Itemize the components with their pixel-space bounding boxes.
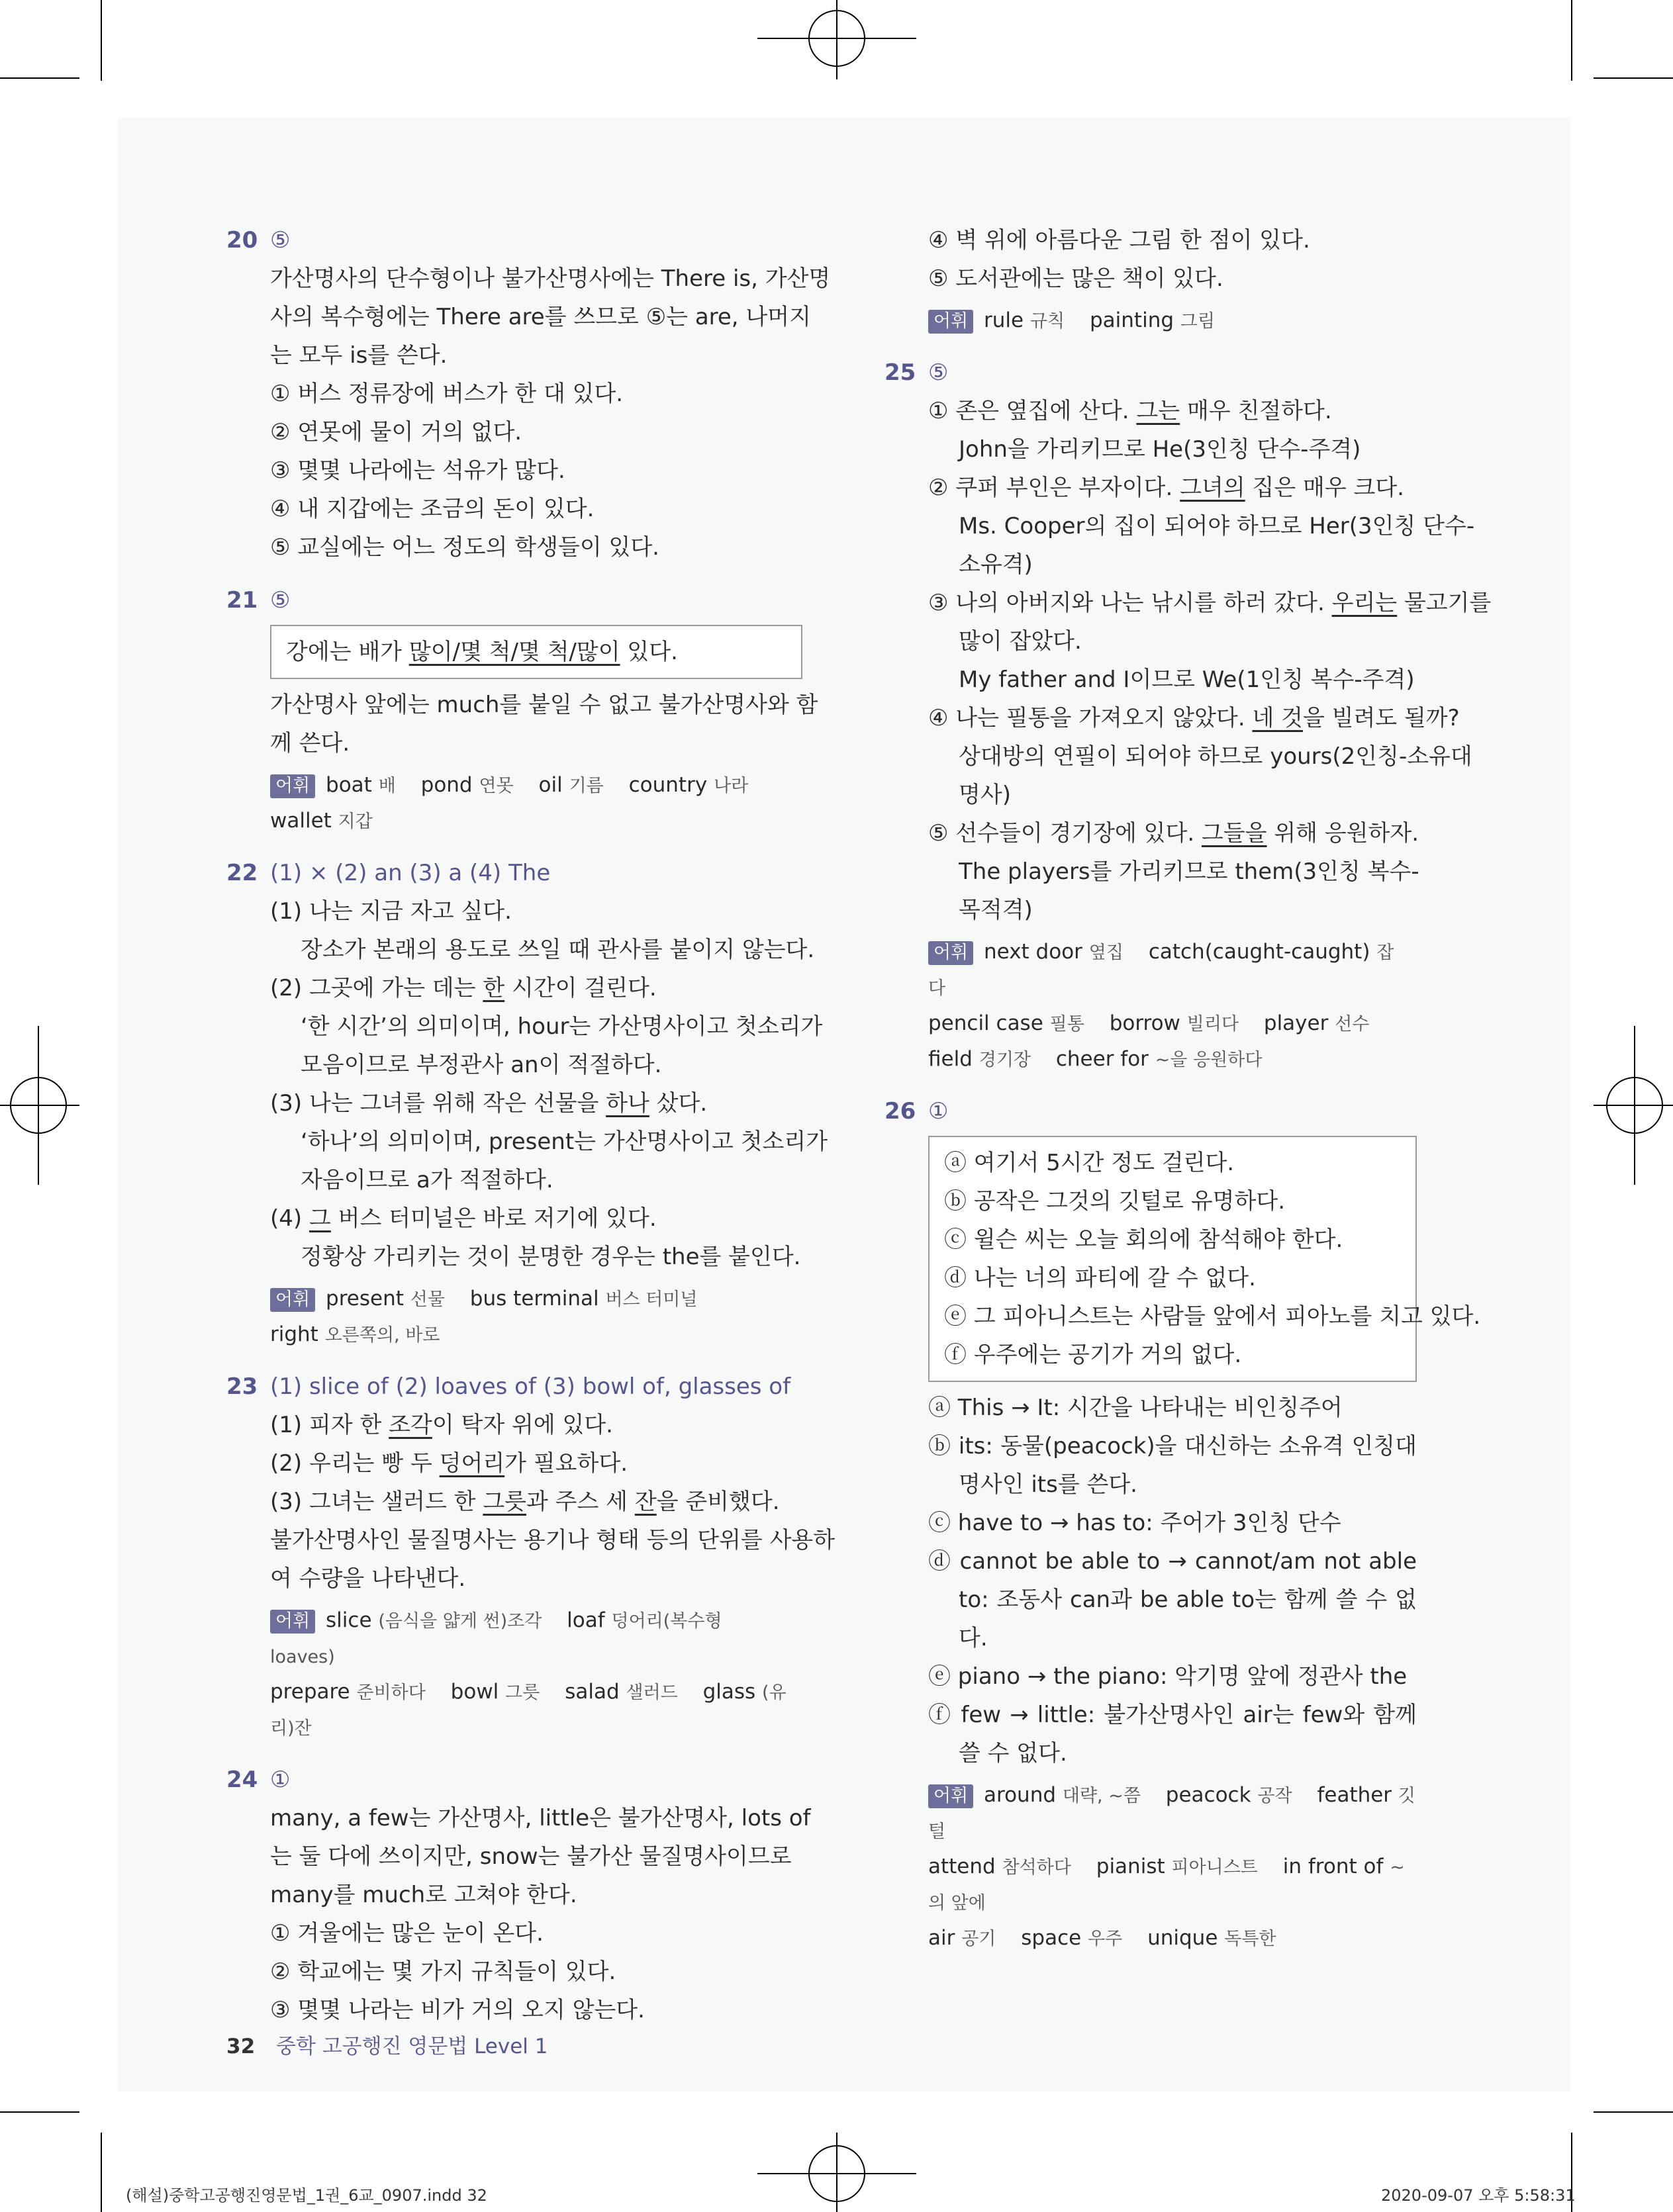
explanation-line: The players를 가리키므로 them(3인칭 복수-: [959, 858, 1419, 885]
translation-item: ③ 나의 아버지와 나는 낚시를 하러 갔다. 우리는 물고기를: [928, 590, 1492, 616]
vocab-meaning: 연못: [479, 776, 514, 796]
vocab-meaning: 경기장: [979, 1050, 1031, 1070]
translation-item: (4) 그 버스 터미널은 바로 저기에 있다.: [270, 1205, 657, 1232]
vocab-tag: 어휘: [270, 1610, 315, 1634]
translation-item: ⑤ 교실에는 어느 정도의 학생들이 있다.: [270, 534, 659, 561]
registration-mark-bottom: [757, 2133, 916, 2212]
explanation-line: 명사): [959, 782, 1011, 808]
vocab-meaning: 배: [378, 776, 396, 796]
vocab-tag: 어휘: [270, 774, 315, 798]
box-sentence: ⓓ 나는 너의 파티에 갈 수 없다.: [944, 1265, 1256, 1291]
explanation-line: 상대방의 연필이 되어야 하므로 yours(2인칭-소유대: [959, 743, 1472, 770]
crop-mark: [0, 77, 79, 79]
vocab-word: right: [270, 1322, 318, 1346]
vocab-word: pencil case: [928, 1011, 1043, 1035]
vocab-meaning: 공기: [961, 1929, 996, 1949]
translation-item: ③ 몇몇 나라에는 석유가 많다.: [270, 457, 565, 484]
explanation-line: 가산명사 앞에는 much를 붙일 수 없고 불가산명사와 함: [270, 692, 818, 718]
vocab-word: space: [1021, 1926, 1082, 1950]
vocab-meaning: 오른쪽의, 바로: [324, 1325, 440, 1346]
page-footer: [226, 2029, 548, 2059]
vocab-meaning: 샐러드: [626, 1682, 678, 1703]
box-sentence: ⓔ 그 피아니스트는 사람들 앞에서 피아노를 치고 있다.: [944, 1303, 1481, 1330]
vocabulary-list: [270, 1603, 802, 1746]
vocab-word: country: [628, 773, 708, 797]
slug-filename: (해설)중학고공행진영문법_1권_6교_0907.indd 32: [126, 2186, 487, 2205]
vocab-word: peacock: [1165, 1783, 1251, 1807]
translation-item: ④ 나는 필통을 가져오지 않았다. 네 것을 빌려도 될까?: [928, 705, 1460, 731]
registration-mark-right: [1594, 1026, 1673, 1185]
vocab-word: painting: [1090, 308, 1174, 332]
box-sentence: ⓐ 여기서 5시간 정도 걸린다.: [944, 1150, 1235, 1176]
vocab-word: cheer for: [1055, 1047, 1149, 1071]
sentence-box: [928, 1136, 1481, 1382]
vocab-meaning: 빌리다: [1186, 1014, 1239, 1035]
vocab-meaning: 독특한: [1224, 1929, 1276, 1949]
translation-item: ① 존은 옆집에 산다. 그는 매우 친절하다.: [928, 398, 1332, 424]
vocab-meaning: 우주: [1088, 1929, 1123, 1949]
vocab-meaning: 덩어리(복수형 loaves): [270, 1611, 722, 1667]
vocab-meaning: 옆집: [1088, 943, 1123, 963]
explanation-line: 여 수량을 나타낸다.: [270, 1565, 466, 1592]
explanation-line: 가산명사의 단수형이나 불가산명사에는 There is, 가산명: [270, 265, 831, 292]
crop-mark: [101, 2133, 102, 2212]
vocab-meaning: 준비하다: [356, 1682, 426, 1703]
vocab-meaning: 지갑: [338, 811, 373, 832]
question-26: [884, 1092, 1481, 1957]
box-sentence: ⓒ 윌슨 씨는 오늘 회의에 참석해야 한다.: [944, 1226, 1343, 1253]
registration-mark-top: [757, 0, 916, 79]
explanation-line: 모음이므로 부정관사 an이 적절하다.: [301, 1052, 662, 1078]
vocab-meaning: ~의 앞에: [928, 1857, 1405, 1913]
box-sentence: ⓑ 공작은 그것의 깃털로 유명하다.: [944, 1188, 1286, 1215]
answer: ①: [270, 1767, 291, 1793]
vocab-word: air: [928, 1926, 955, 1950]
vocab-word: pond: [420, 773, 473, 797]
translation-item: ② 학교에는 몇 가지 규칙들이 있다.: [270, 1959, 616, 1985]
explanation-line: My father and I이므로 We(1인칭 복수-주격): [959, 667, 1415, 693]
question-22: [226, 854, 828, 1353]
correction-item: ⓕ few → little: 불가산명사인 air는 few와 함께 쓸 수 없다.: [928, 1702, 1417, 1767]
vocab-word: wallet: [270, 809, 332, 833]
vocab-meaning: 규칙: [1029, 311, 1065, 332]
vocab-meaning: 피아니스트: [1171, 1857, 1258, 1878]
question-number: 25: [884, 359, 916, 386]
vocab-meaning: 공작: [1257, 1786, 1292, 1806]
question-number: 26: [884, 1098, 916, 1125]
explanation-line: John을 가리키므로 He(3인칭 단수-주격): [959, 436, 1361, 463]
vocab-meaning: 선물: [410, 1289, 445, 1310]
vocab-meaning: 선수: [1335, 1014, 1370, 1035]
vocab-meaning: 버스 터미널: [605, 1289, 698, 1310]
question-21: [226, 581, 818, 839]
question-number: 22: [226, 860, 258, 886]
vocab-word: bus terminal: [469, 1287, 599, 1311]
vocab-meaning: 필통: [1049, 1014, 1084, 1035]
vocabulary-list: [270, 1281, 802, 1353]
translation-item: ④ 벽 위에 아름다운 그림 한 점이 있다.: [928, 227, 1310, 253]
vocab-meaning: 대략, ~쯤: [1062, 1786, 1141, 1806]
explanation-line: 소유격): [959, 551, 1033, 578]
slug-timestamp: 2020-09-07 오후 5:58:31: [1381, 2186, 1576, 2205]
left-column: [226, 221, 836, 2029]
explanation-line: 사의 복수형에는 There are를 쓰므로 ⑤는 are, 나머지: [270, 304, 811, 330]
crop-mark: [1594, 77, 1673, 79]
answer: ⑤: [270, 587, 291, 614]
explanation-line: 께 쓴다.: [270, 730, 350, 757]
correction-item: ⓑ its: 동물(peacock)을 대신하는 소유격 인칭대명사인 its를 쓴다.: [928, 1433, 1417, 1498]
vocab-word: salad: [565, 1680, 620, 1704]
vocab-meaning: 나라: [714, 776, 749, 796]
vocab-word: feather: [1317, 1783, 1392, 1807]
question-24-continued: [884, 221, 1417, 339]
correction-item: ⓔ piano → the piano: 악기명 앞에 정관사 the: [928, 1663, 1408, 1690]
vocab-meaning: 깃털: [928, 1786, 1416, 1842]
vocab-meaning: 잡다: [928, 943, 1394, 999]
translation-item: ③ 몇몇 나라는 비가 거의 오지 않는다.: [270, 1997, 645, 2023]
vocab-meaning: 그림: [1180, 311, 1216, 332]
translation-item: (3) 그녀는 샐러드 한 그릇과 주스 세 잔을 준비했다.: [270, 1489, 780, 1515]
vocab-tag: 어휘: [928, 1784, 973, 1808]
translation-item: (1) 피자 한 조각이 탁자 위에 있다.: [270, 1412, 613, 1438]
sentence-box: [270, 625, 802, 679]
vocab-word: borrow: [1109, 1011, 1180, 1035]
explanation-line: 목적격): [959, 897, 1033, 923]
correction-item: ⓓ cannot be able to → cannot/am not able to: 조동사 can과 be able to는 함께 쓸 수 없다.: [928, 1548, 1417, 1651]
answer: ⑤: [928, 359, 949, 386]
vocab-meaning: 그릇: [505, 1682, 540, 1703]
question-23: [226, 1367, 836, 1746]
translation-item: ① 겨울에는 많은 눈이 온다.: [270, 1920, 544, 1947]
vocab-tag: 어휘: [928, 310, 973, 334]
vocab-meaning: (음식을 얇게 썬)조각: [378, 1611, 542, 1632]
correction-item: ⓒ have to → has to: 주어가 3인칭 단수: [928, 1510, 1341, 1536]
translation-item: ① 버스 정류장에 버스가 한 대 있다.: [270, 381, 624, 407]
explanation-line: ‘한 시간’의 의미이며, hour는 가산명사이고 첫소리가: [301, 1013, 823, 1040]
question-20: [226, 221, 831, 567]
vocab-word: loaf: [567, 1608, 605, 1632]
translation-item: ② 쿠퍼 부인은 부자이다. 그녀의 집은 매우 크다.: [928, 475, 1404, 501]
vocab-word: in front of: [1282, 1855, 1384, 1878]
answer: ⑤: [270, 227, 291, 253]
vocab-word: rule: [984, 308, 1024, 332]
answer: ①: [928, 1098, 949, 1125]
explanation-line: many를 much로 고쳐야 한다.: [270, 1882, 577, 1908]
translation-item: (2) 우리는 빵 두 덩어리가 필요하다.: [270, 1450, 628, 1477]
page-number: 32: [226, 2035, 256, 2058]
vocab-tag: 어휘: [270, 1288, 315, 1312]
vocab-tag: 어휘: [928, 941, 973, 965]
vocab-word: catch(caught-caught): [1148, 940, 1370, 964]
vocab-word: boat: [326, 773, 372, 797]
underlined-text: 많이/몇 척/몇 척/많이: [408, 639, 620, 665]
translation-item: (1) 나는 지금 자고 싶다.: [270, 898, 512, 925]
vocab-word: bowl: [450, 1680, 499, 1704]
crop-mark: [1594, 2111, 1673, 2113]
question-number: 21: [226, 587, 258, 614]
vocab-word: oil: [538, 773, 563, 797]
explanation-line: Ms. Cooper의 집이 되어야 하므로 Her(3인칭 단수-: [959, 513, 1475, 539]
question-number: 23: [226, 1373, 258, 1400]
crop-mark: [0, 2111, 79, 2113]
vocab-word: next door: [984, 940, 1082, 964]
translation-item: (3) 나는 그녀를 위해 작은 선물을 하나 샀다.: [270, 1090, 708, 1117]
vocab-meaning: 기름: [569, 776, 604, 796]
question-number: 20: [226, 227, 258, 253]
question-number: 24: [226, 1767, 258, 1793]
question-25: [884, 353, 1492, 1078]
registration-mark-left: [0, 1026, 79, 1185]
translation-item: ⑤ 도서관에는 많은 책이 있다.: [928, 265, 1223, 292]
question-24: [226, 1761, 811, 2029]
crop-mark: [101, 0, 102, 81]
vocab-meaning: ~을 응원하다: [1155, 1050, 1263, 1070]
box-text: 있다.: [620, 639, 678, 665]
vocabulary-list: [270, 768, 802, 839]
translation-item: ② 연못에 물이 거의 없다.: [270, 419, 522, 445]
vocab-word: unique: [1147, 1926, 1218, 1950]
vocab-word: around: [984, 1783, 1057, 1807]
vocabulary-list: [928, 935, 1417, 1078]
vocab-word: slice: [326, 1608, 372, 1632]
explanation-line: 자음이므로 a가 적절하다.: [301, 1167, 553, 1193]
vocab-word: pianist: [1096, 1855, 1165, 1878]
vocab-meaning: (유리)잔: [270, 1682, 787, 1739]
vocab-word: attend: [928, 1855, 996, 1878]
vocabulary-list: [928, 303, 1417, 339]
book-title: 중학 고공행진 영문법 Level 1: [276, 2035, 548, 2058]
explanation-line: 는 둘 다에 쓰이지만, snow는 불가산 물질명사이므로: [270, 1843, 792, 1870]
box-sentence: ⓕ 우주에는 공기가 거의 없다.: [944, 1342, 1242, 1368]
correction-item: ⓐ This → It: 시간을 나타내는 비인칭주어: [928, 1395, 1343, 1421]
explanation-line: 정황상 가리키는 것이 분명한 경우는 the를 붙인다.: [301, 1244, 801, 1270]
answer: (1) × (2) an (3) a (4) The: [270, 860, 551, 886]
translation-item: 많이 잡았다.: [959, 628, 1082, 655]
vocab-meaning: 참석하다: [1002, 1857, 1071, 1878]
explanation-line: ‘하나’의 의미이며, present는 가산명사이고 첫소리가: [301, 1129, 828, 1155]
translation-item: ④ 내 지갑에는 조금의 돈이 있다.: [270, 496, 595, 522]
vocab-word: prepare: [270, 1680, 350, 1704]
explanation-line: 장소가 본래의 용도로 쓰일 때 관사를 붙이지 않는다.: [301, 937, 815, 963]
box-text: 강에는 배가: [286, 639, 409, 665]
answer: (1) slice of (2) loaves of (3) bowl of, glasses of: [270, 1373, 791, 1400]
vocab-word: field: [928, 1047, 973, 1071]
explanation-line: many, a few는 가산명사, little은 불가산명사, lots of: [270, 1805, 811, 1831]
right-column: [884, 221, 1492, 1957]
vocab-word: player: [1263, 1011, 1329, 1035]
crop-mark: [1571, 0, 1572, 81]
explanation-line: 는 모두 is를 쓴다.: [270, 342, 448, 369]
vocab-word: present: [326, 1287, 404, 1311]
translation-item: (2) 그곳에 가는 데는 한 시간이 걸린다.: [270, 975, 657, 1001]
translation-item: ⑤ 선수들이 경기장에 있다. 그들을 위해 응원하자.: [928, 820, 1419, 847]
vocabulary-list: [928, 1778, 1417, 1957]
explanation-line: 불가산명사인 물질명사는 용기나 형태 등의 단위를 사용하: [270, 1527, 836, 1553]
vocab-word: glass: [702, 1680, 756, 1704]
